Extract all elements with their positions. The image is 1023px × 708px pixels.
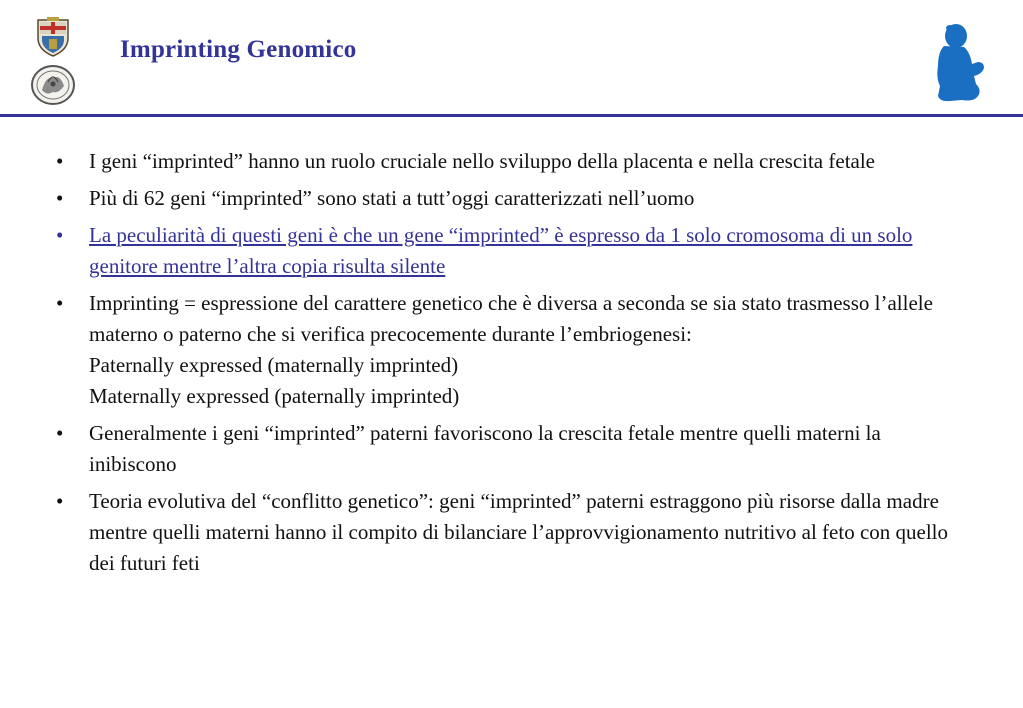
bullet-text: Imprinting = espressione del carattere genetico che è diversa a seconda se sia stato trasmesso l’allele materno o paterno che si verifica precocemente durante l’embriogenesi:	[89, 291, 933, 346]
slide-content	[56, 146, 956, 585]
baby-silhouette-icon	[926, 22, 988, 104]
hyperlink-text[interactable]: La peculiarità di questi geni è che un gene “imprinted” è espresso da 1 solo cromosoma di un solo genitore mentre l’altra copia risulta silente	[89, 223, 913, 278]
bullet-icon: •	[56, 291, 64, 315]
bullet-icon: •	[56, 186, 64, 210]
list-item	[56, 486, 956, 579]
bullet-icon: •	[56, 489, 64, 513]
list-item-link[interactable]	[56, 220, 956, 282]
page-title: Imprinting Genomico	[120, 36, 357, 63]
header-divider	[0, 114, 1023, 117]
list-item	[56, 288, 956, 412]
sub-line-maternally: Maternally expressed (paternally imprinted)	[89, 384, 460, 408]
bullet-text: Più di 62 geni “imprinted” sono stati a tutt’oggi caratterizzati nell’uomo	[89, 186, 695, 210]
bullet-text: I geni “imprinted” hanno un ruolo cruciale nello sviluppo della placenta e nella crescita fetale	[89, 149, 876, 173]
bullet-text: Teoria evolutiva del “conflitto genetico”: geni “imprinted” paterni estraggono più risorse dalla madre mentre quelli materni hanno il compito di bilanciare l’approvvigionamento nutritivo al feto con quello dei futuri feti	[89, 489, 949, 575]
list-item	[56, 183, 956, 214]
list-item	[56, 146, 956, 177]
university-seal-icon	[28, 64, 78, 106]
bullet-text: Generalmente i geni “imprinted” paterni favoriscono la crescita fetale mentre quelli materni la inibiscono	[89, 421, 881, 476]
sub-line-paternally: Paternally expressed (maternally imprinted)	[89, 353, 459, 377]
bullet-icon: •	[56, 421, 64, 445]
bullet-icon: •	[56, 223, 64, 247]
bullet-list	[56, 146, 956, 579]
bullet-icon: •	[56, 149, 64, 173]
university-shield-icon	[34, 16, 72, 58]
list-item	[56, 418, 956, 480]
